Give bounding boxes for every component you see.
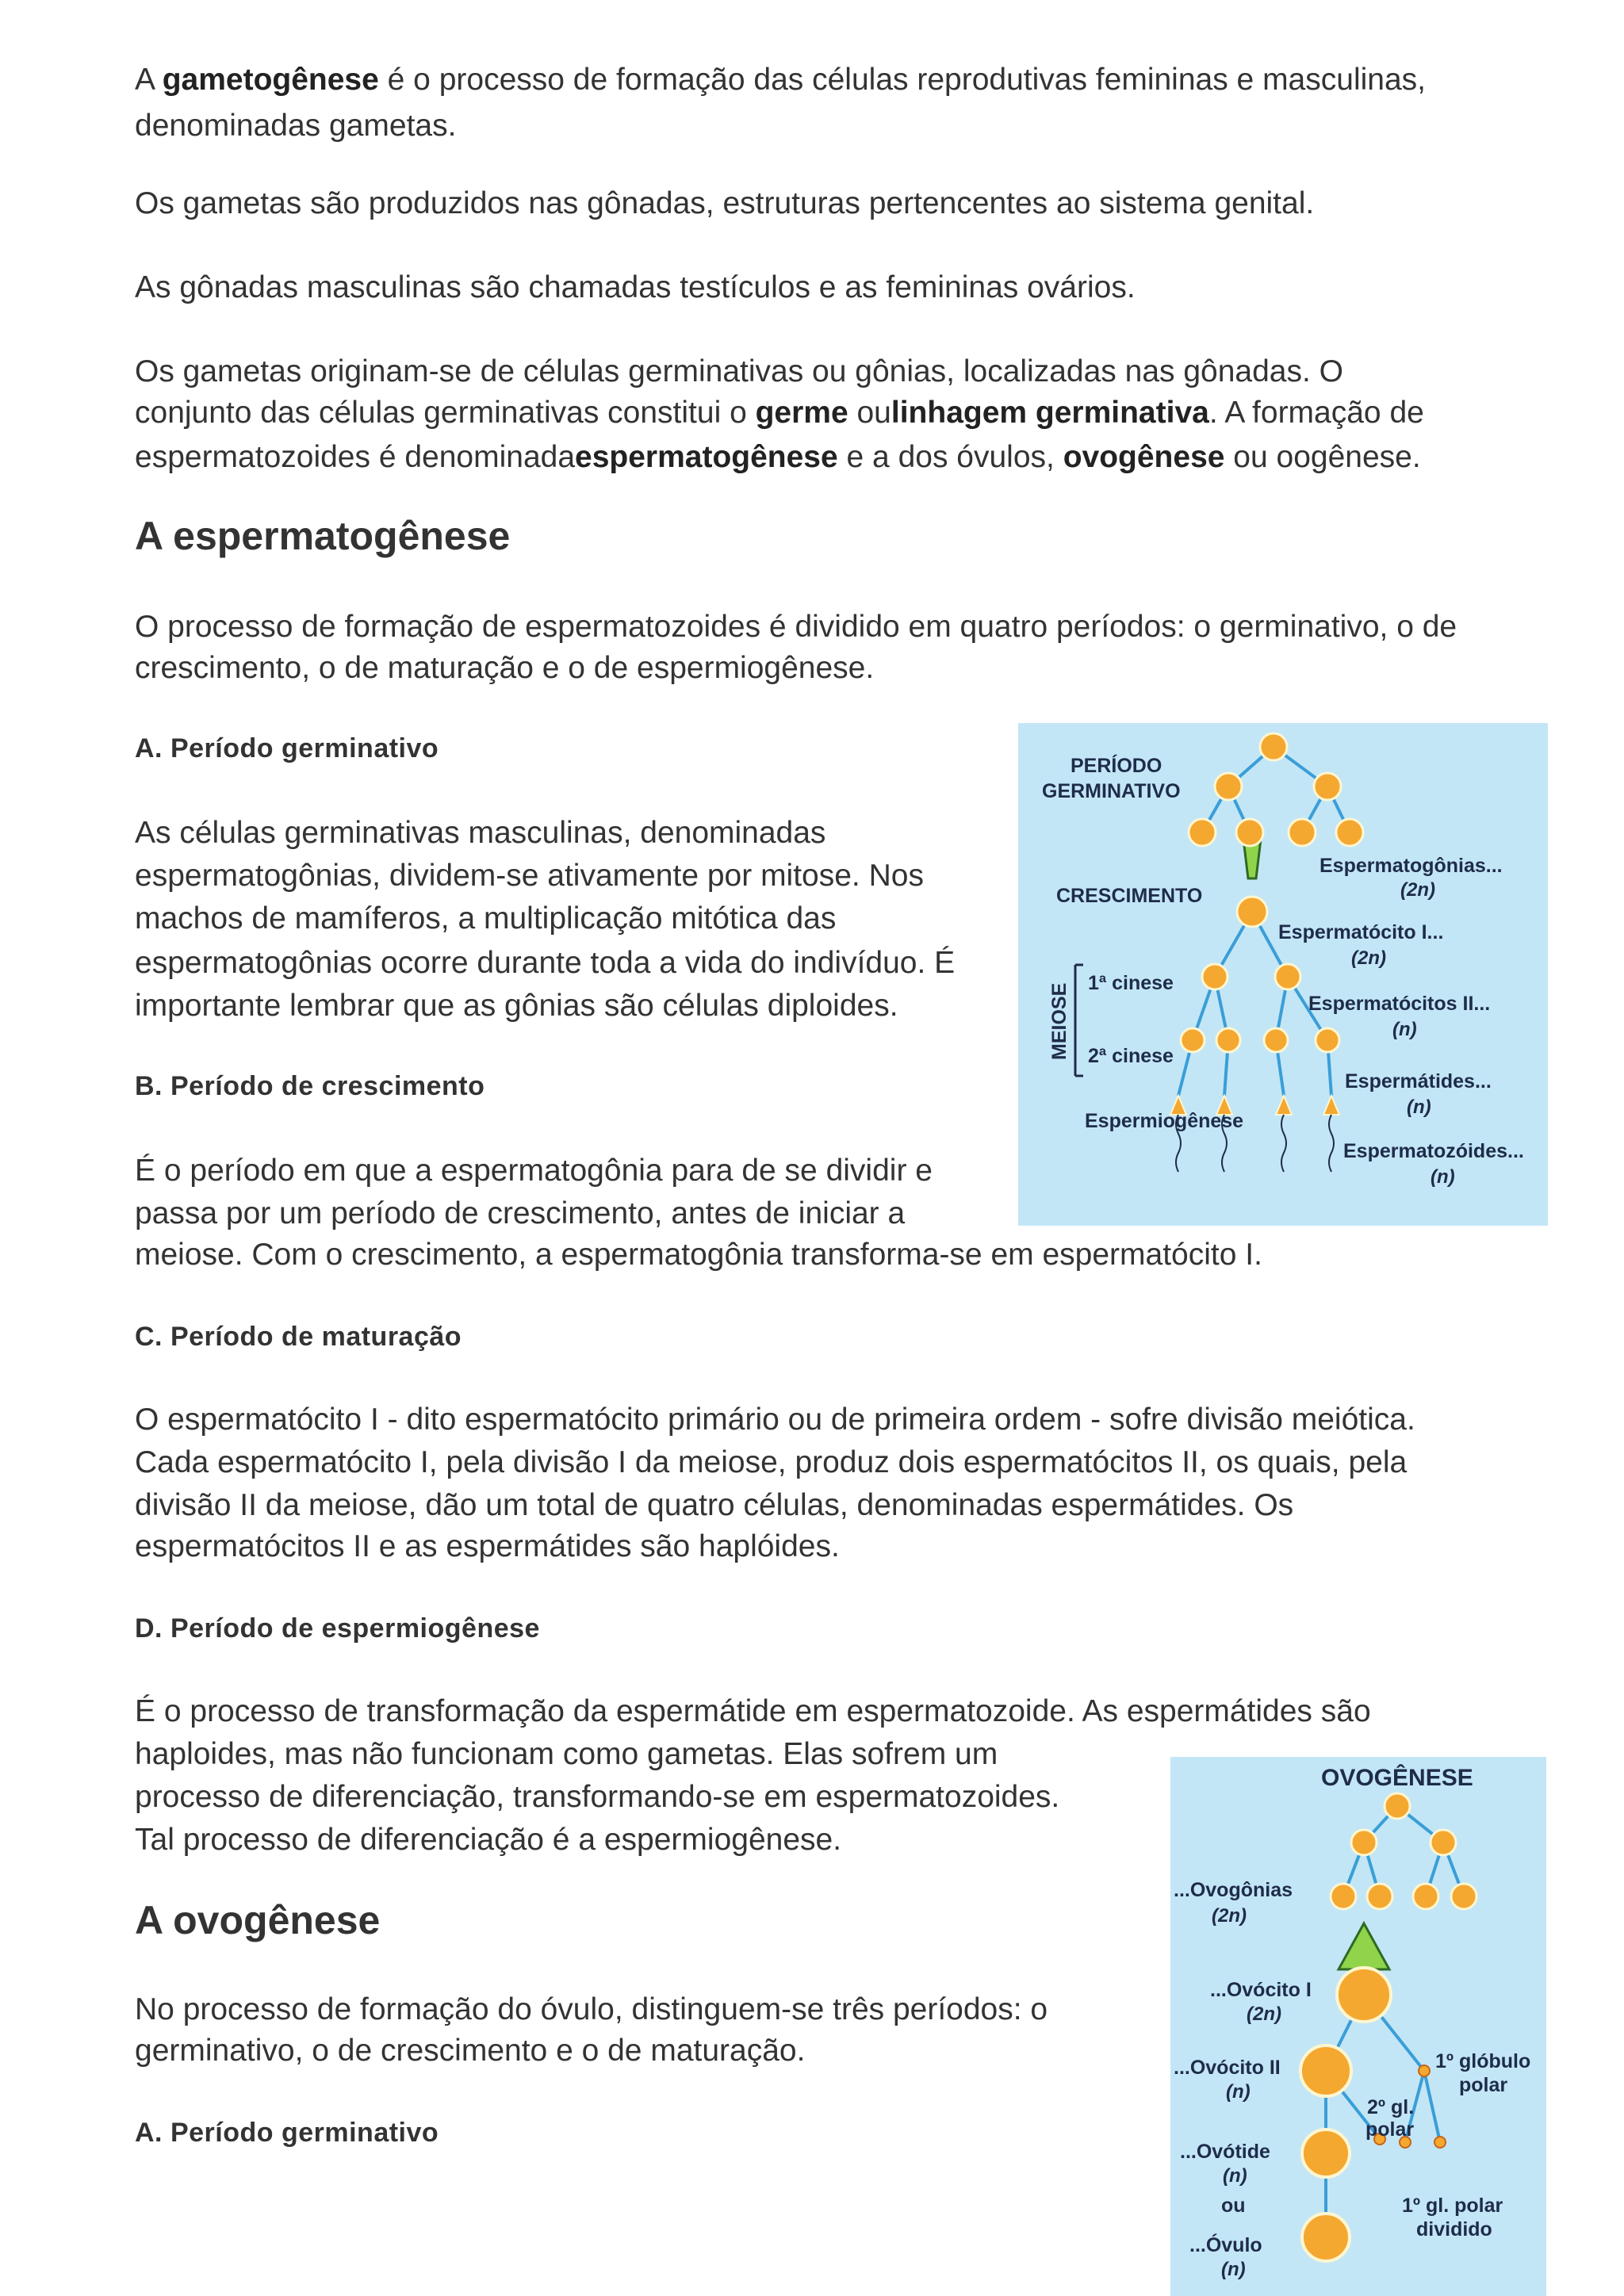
esp-line-1: É o processo de transformação da espermátide em espermatozoide. As espermátides são [135, 1694, 1371, 1728]
label-ovogonias: ...Ovogônias [1174, 1879, 1293, 1901]
label-cinese-1: 1ª cinese [1088, 972, 1174, 994]
label-ovotide: ...Ovótide [1180, 2141, 1270, 2163]
label-espermatocitos-2-ploidy: (n) [1392, 1019, 1417, 1040]
germ-line-1: As células germinativas masculinas, denominadas [135, 816, 826, 850]
label-gl-1-divided-b: dividido [1416, 2218, 1492, 2241]
esp-line-4: Tal processo de diferenciação é a espermiogênese. [135, 1823, 842, 1857]
meiose-bracket [1075, 965, 1083, 1076]
germ-line-5: importante lembrar que as gônias são células diploides. [135, 989, 898, 1023]
germ-line-4: espermatogônias ocorre durante toda a vida do indivíduo. É [135, 946, 956, 980]
oogenesis-figure [1170, 1757, 1546, 2296]
intro-paragraph-2: Os gametas são produzidos nas gônadas, estruturas pertencentes ao sistema genital. [135, 186, 1315, 220]
heading-periodo-maturacao: C. Período de maturação [135, 1322, 462, 1352]
intro-line-2: denominadas gametas. [135, 109, 457, 143]
mat-line-4: espermatócitos II e as espermátides são haplóides. [135, 1529, 840, 1563]
label-espermatocito-1: Espermatócito I... [1278, 921, 1444, 943]
label-crescimento: CRESCIMENTO [1056, 885, 1203, 907]
heading-espermatogenese: A espermatogênese [135, 514, 511, 558]
germ-line-2: espermatogônias, dividem-se ativamente por mitose. Nos [135, 859, 924, 893]
label-espermatozoides: Espermatozóides... [1343, 1140, 1524, 1162]
label-espermatogonias-ploidy: (2n) [1400, 879, 1435, 901]
ovo-line-2: germinativo, o de crescimento e o de maturação. [135, 2034, 806, 2068]
oogonia-cells [1331, 1793, 1477, 1909]
spermatogenesis-figure [1018, 723, 1548, 1226]
intro-line-1: A gametogênese é o processo de formação das células reprodutivas femininas e masculinas, [135, 63, 1426, 97]
mat-line-1: O espermatócito I - dito espermatócito primário ou de primeira ordem - sofre divisão meiótica. [135, 1402, 1415, 1437]
germ-line-3: machos de mamíferos, a multiplicação mitótica das [135, 901, 837, 936]
label-espermatogonias: Espermatogônias... [1320, 855, 1503, 877]
label-gl-1-divided: 1º gl. polar [1402, 2195, 1503, 2217]
sperm-intro-line-1: O processo de formação de espermatozoides é dividido em quatro períodos: o germinativo, o de [135, 610, 1457, 644]
cresc-line-2: passa por um período de crescimento, antes de iniciar a [135, 1196, 906, 1230]
label-espermatozoides-ploidy: (n) [1431, 1166, 1455, 1188]
label-ovulo: ...Óvulo [1189, 2234, 1262, 2256]
cresc-line-3: meiose. Com o crescimento, a espermatogônia transforma-se em espermatócito I. [135, 1238, 1262, 1272]
label-ovocito-1: ...Ovócito I [1210, 1979, 1312, 2001]
label-espermatides: Espermátides... [1345, 1070, 1492, 1093]
label-germinativo: GERMINATIVO [1042, 780, 1181, 802]
label-periodo: PERÍODO [1071, 755, 1162, 777]
oogenesis-diagram [1170, 1757, 1546, 2296]
sperm-intro-line-2: crescimento, o de maturação e o de espermiogênese. [135, 651, 875, 685]
esp-line-2: haploides, mas não funcionam como gametas. Elas sofrem um [135, 1737, 998, 1771]
intro-paragraph-3: As gônadas masculinas são chamadas testículos e as femininas ovários. [135, 270, 1136, 304]
label-meiose: MEIOSE [1048, 982, 1071, 1060]
label-cinese-2: 2ª cinese [1088, 1045, 1174, 1067]
intro-p4-line-2: conjunto das células germinativas constitui o germe oulinhagem germinativa. A formação de [135, 396, 1424, 430]
label-globulo-1: 1º glóbulo [1435, 2050, 1531, 2072]
label-gl-2: 2º gl. [1367, 2096, 1415, 2118]
label-ovocito-1-ploidy: (2n) [1247, 2003, 1281, 2025]
label-ovocito-2: ...Ovócito II [1174, 2057, 1281, 2079]
intro-p4-line-1: Os gametas originam-se de células germinativas ou gônias, localizadas nas gônadas. O [135, 354, 1343, 388]
esp-line-3: processo de diferenciação, transformando-se em espermatozoides. [135, 1780, 1060, 1814]
mat-line-3: divisão II da meiose, dão um total de quatro células, denominadas espermátides. Os [135, 1488, 1294, 1522]
label-espermatides-ploidy: (n) [1407, 1096, 1431, 1118]
mat-line-2: Cada espermatócito I, pela divisão I da meiose, produz dois espermatócitos II, os quais, pela [135, 1445, 1408, 1479]
label-ovotide-ploidy: (n) [1223, 2165, 1247, 2187]
label-globulo-1-polar: polar [1459, 2074, 1508, 2096]
heading-ovogenese: A ovogênese [135, 1898, 381, 1942]
label-gl-2-polar: polar [1365, 2118, 1415, 2141]
term-gametogenese: gametogênese [162, 63, 379, 97]
label-espermatocito-1-ploidy: (2n) [1351, 947, 1386, 969]
heading-periodo-germinativo: A. Período germinativo [135, 733, 439, 763]
oogenesis-growth-triangle [1339, 1923, 1389, 1969]
label-ou: ou [1221, 2195, 1246, 2217]
heading-periodo-crescimento: B. Período de crescimento [135, 1071, 485, 1101]
heading-periodo-espermiogenese: D. Período de espermiogênese [135, 1613, 540, 1644]
ovo-line-1: No processo de formação do óvulo, distinguem-se três períodos: o [135, 1992, 1048, 2026]
cresc-line-1: É o período em que a espermatogônia para de se dividir e [135, 1154, 933, 1188]
label-ovocito-2-ploidy: (n) [1226, 2081, 1251, 2103]
oogenesis-lines [1326, 1806, 1464, 2237]
label-espermatocitos-2: Espermatócitos II... [1308, 993, 1491, 1015]
spermatogenesis-diagram [1018, 723, 1548, 1226]
label-ovulo-ploidy: (n) [1221, 2259, 1246, 2280]
label-espermiogenese: Espermiogênese [1085, 1110, 1244, 1132]
oogenesis-title: OVOGÊNESE [1321, 1765, 1473, 1791]
intro-p4-line-3: espermatozoides é denominadaespermatogênese e a dos óvulos, ovogênese ou oogênese. [135, 440, 1421, 474]
label-ovogonias-ploidy: (2n) [1212, 1905, 1247, 1927]
heading-ovo-periodo-germinativo: A. Período germinativo [135, 2118, 439, 2148]
